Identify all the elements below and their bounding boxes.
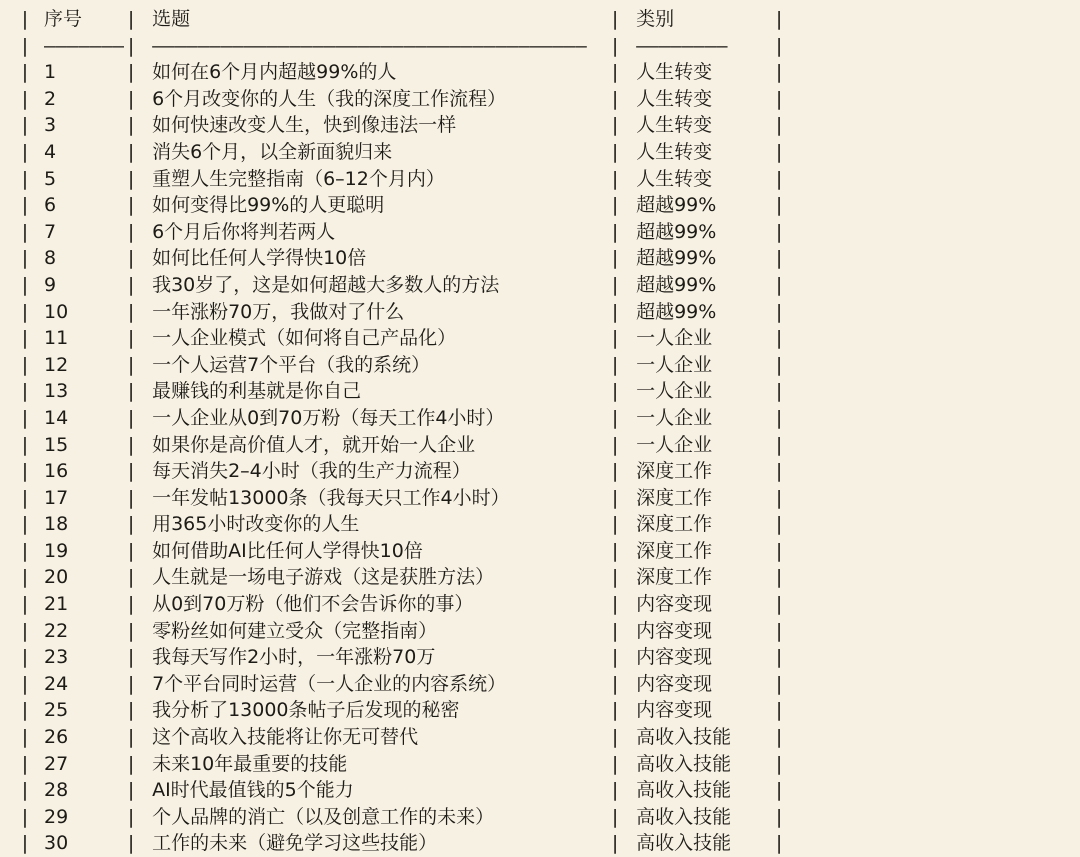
bar-right: | — [773, 805, 785, 828]
cell-index: 12 — [44, 353, 69, 376]
table-row[interactable] — [18, 325, 786, 352]
bar-1: | — [125, 593, 137, 616]
table-row[interactable] — [18, 804, 786, 831]
bar-right: | — [773, 140, 785, 163]
cell-title: 这个高收入技能将让你无可替代 — [152, 726, 419, 749]
table-row[interactable] — [18, 352, 786, 379]
bar-left: | — [19, 726, 31, 749]
bar-2: | — [609, 61, 621, 84]
cell-index: 26 — [44, 726, 69, 749]
cell-category: 人生转变 — [636, 140, 713, 163]
bar-left: | — [19, 699, 31, 722]
bar-1: | — [125, 34, 137, 57]
bar-right: | — [773, 167, 785, 190]
bar-left: | — [19, 167, 31, 190]
bar-1: | — [125, 247, 137, 270]
bar-2: | — [609, 566, 621, 589]
bar-right: | — [773, 114, 785, 137]
cell-title: 零粉丝如何建立受众（完整指南） — [152, 619, 438, 642]
table-row[interactable] — [18, 777, 786, 804]
cell-category: 人生转变 — [636, 61, 713, 84]
bar-left: | — [19, 805, 31, 828]
table-row[interactable] — [18, 751, 786, 778]
column-header-title: 选题 — [152, 8, 191, 30]
cell-category: 高收入技能 — [636, 726, 732, 749]
cell-title: 如何借助AI比任何人学得快10倍 — [152, 539, 423, 562]
cell-title: 一个人运营7个平台（我的系统） — [152, 353, 431, 376]
cell-title: 未来10年最重要的技能 — [152, 752, 348, 775]
table-row[interactable] — [18, 272, 786, 299]
cell-title: 如何在6个月内超越99%的人 — [152, 61, 397, 84]
cell-index: 29 — [44, 805, 69, 828]
cell-category: 内容变现 — [636, 646, 713, 669]
cell-category: 内容变现 — [636, 672, 713, 695]
bar-2: | — [609, 619, 621, 642]
cell-title: 我分析了13000条帖子后发现的秘密 — [152, 699, 460, 722]
bar-1: | — [125, 513, 137, 536]
table-row[interactable] — [18, 192, 786, 219]
separator-index: ——————— — [44, 34, 125, 57]
bar-right: | — [773, 8, 785, 30]
cell-category: 高收入技能 — [636, 752, 732, 775]
bar-2: | — [609, 140, 621, 163]
bar-left: | — [19, 779, 31, 802]
table-row[interactable] — [18, 219, 786, 246]
bar-1: | — [125, 779, 137, 802]
bar-2: | — [609, 300, 621, 323]
cell-title: 一人企业模式（如何将自己产品化） — [152, 327, 457, 350]
cell-index: 10 — [44, 300, 69, 323]
topic-table — [18, 6, 786, 857]
bar-1: | — [125, 619, 137, 642]
table-row[interactable] — [18, 59, 786, 86]
table-row[interactable] — [18, 618, 786, 645]
bar-2: | — [609, 513, 621, 536]
cell-category: 深度工作 — [636, 513, 713, 536]
bar-left: | — [19, 194, 31, 217]
cell-category: 深度工作 — [636, 566, 713, 589]
bar-left: | — [19, 832, 31, 855]
bar-1: | — [125, 61, 137, 84]
bar-2: | — [609, 247, 621, 270]
cell-index: 16 — [44, 460, 69, 483]
bar-2: | — [609, 8, 621, 30]
bar-2: | — [609, 646, 621, 669]
bar-1: | — [125, 433, 137, 456]
cell-title: 最赚钱的利基就是你自己 — [152, 380, 362, 403]
cell-index: 22 — [44, 619, 69, 642]
bar-2: | — [609, 327, 621, 350]
cell-index: 20 — [44, 566, 69, 589]
bar-1: | — [125, 566, 137, 589]
cell-title: 6个月后你将判若两人 — [152, 220, 336, 243]
bar-2: | — [609, 752, 621, 775]
bar-left: | — [19, 593, 31, 616]
cell-title: 重塑人生完整指南（6–12个月内） — [152, 167, 445, 190]
bar-2: | — [609, 779, 621, 802]
separator-category: ———————— — [636, 34, 728, 57]
bar-2: | — [609, 433, 621, 456]
table-separator-row — [18, 33, 786, 60]
cell-index: 27 — [44, 752, 69, 775]
cell-index: 6 — [44, 194, 57, 217]
cell-title: 工作的未来（避免学习这些技能） — [152, 832, 438, 855]
table-body — [18, 6, 786, 857]
bar-left: | — [19, 752, 31, 775]
bar-2: | — [609, 593, 621, 616]
cell-title: 如何比任何人学得快10倍 — [152, 247, 367, 270]
bar-2: | — [609, 832, 621, 855]
cell-category: 一人企业 — [636, 353, 713, 376]
bar-right: | — [773, 433, 785, 456]
bar-2: | — [609, 167, 621, 190]
cell-category: 深度工作 — [636, 539, 713, 562]
bar-2: | — [609, 486, 621, 509]
bar-1: | — [125, 805, 137, 828]
cell-category: 人生转变 — [636, 87, 713, 110]
table-row[interactable] — [18, 591, 786, 618]
bar-1: | — [125, 832, 137, 855]
cell-title: 如何快速改变人生，快到像违法一样 — [152, 114, 457, 137]
table-row[interactable] — [18, 166, 786, 193]
bar-left: | — [19, 300, 31, 323]
bar-1: | — [125, 460, 137, 483]
cell-index: 24 — [44, 672, 69, 695]
cell-category: 超越99% — [636, 247, 717, 270]
bar-right: | — [773, 539, 785, 562]
table-row[interactable] — [18, 405, 786, 432]
bar-right: | — [773, 460, 785, 483]
bar-2: | — [609, 273, 621, 296]
bar-left: | — [19, 406, 31, 429]
bar-right: | — [773, 566, 785, 589]
bar-1: | — [125, 726, 137, 749]
bar-1: | — [125, 194, 137, 217]
cell-title: 如果你是高价值人才，就开始一人企业 — [152, 433, 476, 456]
bar-left: | — [19, 672, 31, 695]
cell-index: 2 — [44, 87, 57, 110]
table-row[interactable] — [18, 299, 786, 326]
cell-category: 一人企业 — [636, 327, 713, 350]
bar-right: | — [773, 87, 785, 110]
cell-title: 一人企业从0到70万粉（每天工作4小时） — [152, 406, 505, 429]
bar-2: | — [609, 380, 621, 403]
cell-index: 14 — [44, 406, 69, 429]
bar-1: | — [125, 8, 137, 30]
bar-right: | — [773, 247, 785, 270]
table-row[interactable] — [18, 245, 786, 272]
cell-index: 21 — [44, 593, 69, 616]
cell-category: 人生转变 — [636, 114, 713, 137]
bar-left: | — [19, 140, 31, 163]
bar-left: | — [19, 433, 31, 456]
bar-2: | — [609, 699, 621, 722]
bar-right: | — [773, 726, 785, 749]
bar-right: | — [773, 832, 785, 855]
bar-1: | — [125, 273, 137, 296]
bar-1: | — [125, 220, 137, 243]
cell-index: 3 — [44, 114, 57, 137]
cell-category: 内容变现 — [636, 699, 713, 722]
bar-right: | — [773, 327, 785, 350]
cell-category: 超越99% — [636, 300, 717, 323]
bar-left: | — [19, 539, 31, 562]
cell-index: 1 — [44, 61, 57, 84]
cell-category: 一人企业 — [636, 406, 713, 429]
bar-1: | — [125, 672, 137, 695]
column-header-index: 序号 — [44, 8, 83, 30]
cell-category: 一人企业 — [636, 433, 713, 456]
bar-1: | — [125, 140, 137, 163]
bar-1: | — [125, 646, 137, 669]
bar-left: | — [19, 220, 31, 243]
cell-title: AI时代最值钱的5个能力 — [152, 779, 354, 802]
table-row[interactable] — [18, 458, 786, 485]
bar-left: | — [19, 87, 31, 110]
cell-title: 从0到70万粉（他们不会告诉你的事） — [152, 593, 474, 616]
bar-right: | — [773, 61, 785, 84]
cell-category: 人生转变 — [636, 167, 713, 190]
cell-title: 7个平台同时运营（一人企业的内容系统） — [152, 672, 507, 695]
cell-title: 用365小时改变你的人生 — [152, 513, 360, 536]
bar-right: | — [773, 486, 785, 509]
separator-title: —————————————————————————————————————— — [152, 34, 587, 57]
cell-index: 28 — [44, 779, 69, 802]
bar-2: | — [609, 353, 621, 376]
cell-index: 19 — [44, 539, 69, 562]
cell-title: 一年发帖13000条（我每天只工作4小时） — [152, 486, 510, 509]
bar-1: | — [125, 87, 137, 110]
bar-2: | — [609, 726, 621, 749]
table-row[interactable] — [18, 485, 786, 512]
bar-1: | — [125, 406, 137, 429]
table-row[interactable] — [18, 139, 786, 166]
bar-right: | — [773, 779, 785, 802]
cell-index: 7 — [44, 220, 57, 243]
cell-title: 如何变得比99%的人更聪明 — [152, 194, 385, 217]
bar-right: | — [773, 699, 785, 722]
bar-1: | — [125, 752, 137, 775]
cell-index: 23 — [44, 646, 69, 669]
bar-left: | — [19, 61, 31, 84]
cell-index: 4 — [44, 140, 57, 163]
column-header-category: 类别 — [636, 8, 675, 30]
bar-left: | — [19, 619, 31, 642]
bar-right: | — [773, 593, 785, 616]
bar-left: | — [19, 486, 31, 509]
cell-category: 内容变现 — [636, 593, 713, 616]
table-row[interactable] — [18, 564, 786, 591]
bar-1: | — [125, 114, 137, 137]
table-row[interactable] — [18, 538, 786, 565]
cell-title: 每天消失2–4小时（我的生产力流程） — [152, 460, 471, 483]
cell-title: 消失6个月，以全新面貌归来 — [152, 140, 393, 163]
cell-category: 一人企业 — [636, 380, 713, 403]
bar-left: | — [19, 8, 31, 30]
bar-left: | — [19, 327, 31, 350]
bar-1: | — [125, 486, 137, 509]
bar-1: | — [125, 699, 137, 722]
bar-left: | — [19, 353, 31, 376]
table-row[interactable] — [18, 697, 786, 724]
cell-index: 9 — [44, 273, 57, 296]
bar-right: | — [773, 380, 785, 403]
bar-right: | — [773, 619, 785, 642]
table-row[interactable] — [18, 378, 786, 405]
bar-left: | — [19, 566, 31, 589]
bar-2: | — [609, 672, 621, 695]
cell-category: 超越99% — [636, 273, 717, 296]
cell-category: 深度工作 — [636, 460, 713, 483]
cell-title: 一年涨粉70万，我做对了什么 — [152, 300, 405, 323]
cell-category: 高收入技能 — [636, 779, 732, 802]
bar-1: | — [125, 300, 137, 323]
bar-right: | — [773, 300, 785, 323]
cell-category: 超越99% — [636, 220, 717, 243]
table-row[interactable] — [18, 671, 786, 698]
bar-left: | — [19, 646, 31, 669]
bar-left: | — [19, 114, 31, 137]
bar-right: | — [773, 194, 785, 217]
cell-index: 18 — [44, 513, 69, 536]
cell-title: 6个月改变你的人生（我的深度工作流程） — [152, 87, 507, 110]
bar-2: | — [609, 460, 621, 483]
bar-right: | — [773, 406, 785, 429]
bar-2: | — [609, 406, 621, 429]
bar-left: | — [19, 34, 31, 57]
table-row[interactable] — [18, 432, 786, 459]
cell-title: 我30岁了，这是如何超越大多数人的方法 — [152, 273, 500, 296]
bar-2: | — [609, 539, 621, 562]
bar-right: | — [773, 273, 785, 296]
bar-1: | — [125, 539, 137, 562]
bar-right: | — [773, 34, 785, 57]
bar-right: | — [773, 646, 785, 669]
table-header-row — [18, 6, 786, 33]
bar-1: | — [125, 353, 137, 376]
bar-left: | — [19, 273, 31, 296]
bar-1: | — [125, 327, 137, 350]
cell-index: 25 — [44, 699, 69, 722]
bar-right: | — [773, 353, 785, 376]
bar-2: | — [609, 805, 621, 828]
bar-2: | — [609, 87, 621, 110]
table-row[interactable] — [18, 511, 786, 538]
table-row[interactable] — [18, 724, 786, 751]
cell-category: 超越99% — [636, 194, 717, 217]
cell-index: 17 — [44, 486, 69, 509]
cell-index: 11 — [44, 327, 69, 350]
bar-2: | — [609, 114, 621, 137]
table-row[interactable] — [18, 112, 786, 139]
cell-index: 15 — [44, 433, 69, 456]
bar-left: | — [19, 460, 31, 483]
bar-right: | — [773, 220, 785, 243]
cell-category: 内容变现 — [636, 619, 713, 642]
bar-right: | — [773, 513, 785, 536]
bar-1: | — [125, 380, 137, 403]
cell-index: 8 — [44, 247, 57, 270]
bar-1: | — [125, 167, 137, 190]
cell-index: 30 — [44, 832, 69, 855]
table-row[interactable] — [18, 86, 786, 113]
cell-index: 13 — [44, 380, 69, 403]
bar-right: | — [773, 752, 785, 775]
bar-left: | — [19, 247, 31, 270]
bar-2: | — [609, 34, 621, 57]
bar-2: | — [609, 220, 621, 243]
bar-left: | — [19, 380, 31, 403]
table-row[interactable] — [18, 644, 786, 671]
cell-title: 我每天写作2小时，一年涨粉70万 — [152, 646, 436, 669]
cell-category: 高收入技能 — [636, 805, 732, 828]
table-row[interactable] — [18, 830, 786, 857]
cell-index: 5 — [44, 167, 57, 190]
cell-title: 个人品牌的消亡（以及创意工作的未来） — [152, 805, 495, 828]
cell-category: 高收入技能 — [636, 832, 732, 855]
bar-2: | — [609, 194, 621, 217]
bar-left: | — [19, 513, 31, 536]
cell-title: 人生就是一场电子游戏（这是获胜方法） — [152, 566, 495, 589]
cell-category: 深度工作 — [636, 486, 713, 509]
bar-right: | — [773, 672, 785, 695]
